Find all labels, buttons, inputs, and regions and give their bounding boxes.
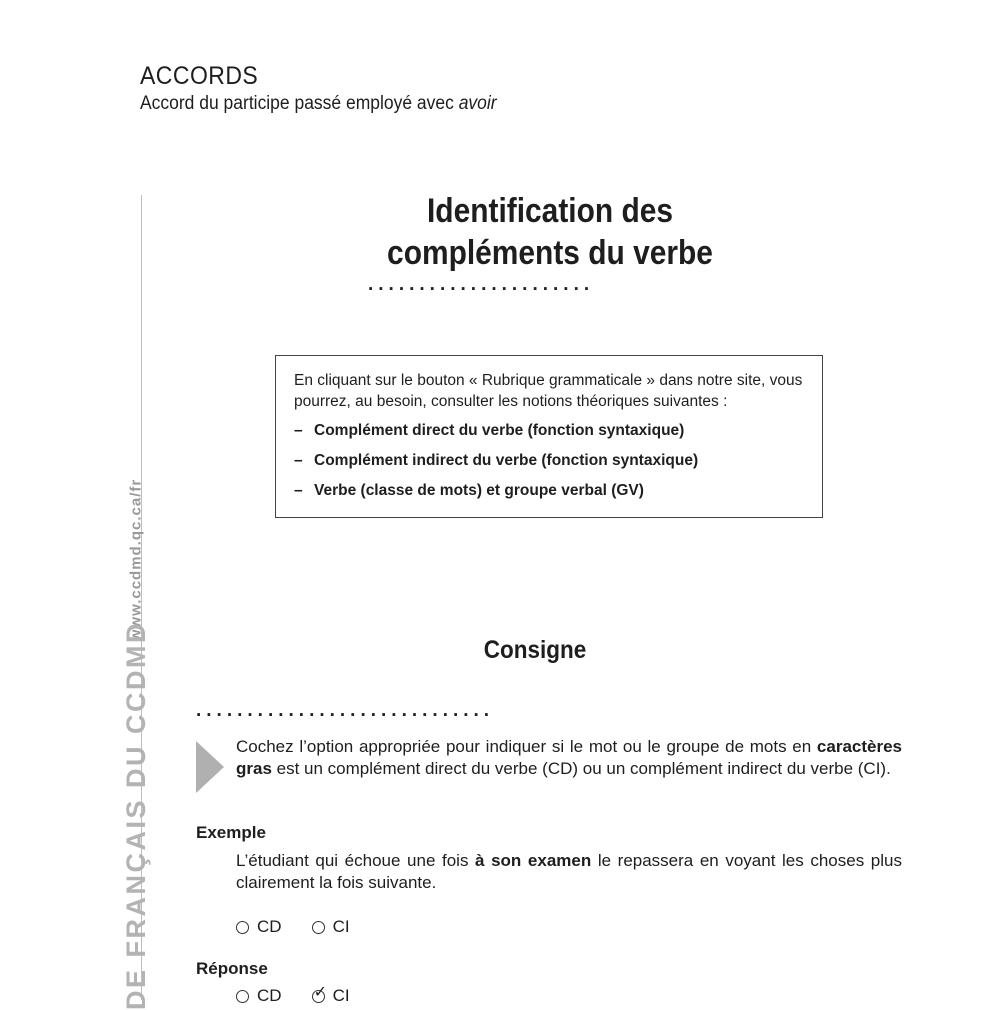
page-title [330,190,770,274]
subtitle-text: Accord du participe passé employé avec [140,93,459,114]
checked-radio-icon[interactable] [312,990,325,1003]
consigne-dotted-rule: ............................. [196,700,495,721]
example-bold: à son examen [475,851,592,870]
arrow-icon [196,741,224,793]
info-intro: En cliquant sur le bouton « Rubrique grammaticale » dans notre site, vous pourrez, au besoin, consulter les notions théoriques suivantes : [294,372,803,410]
reponse-options [236,986,350,1006]
option-label: CI [332,917,350,936]
example-label: Exemple [196,823,266,842]
consigne-heading: Consigne [483,636,587,664]
notion-item: – Complément direct du verbe (fonction syntaxique) [294,422,685,439]
notion-item: – Verbe (classe de mots) et groupe verbal (GV) [294,482,644,499]
notions-list [294,416,804,506]
example-sentence [236,850,902,894]
option-label: CD [257,917,282,936]
notion-label: Verbe (classe de mots) et groupe verbal (GV) [314,482,644,499]
option-label: CD [257,986,282,1005]
sidebar-banner: DE FRANÇAIS DU CCDMD [121,621,151,1010]
radio-icon[interactable] [236,990,249,1003]
reponse-option-cd[interactable] [236,986,282,1006]
instruction-part: est un complément direct du verbe (CD) ou un complément indirect du verbe (CI). [271,759,891,778]
option-cd[interactable] [236,917,282,937]
notion-label: Complément indirect du verbe (fonction syntaxique) [314,452,699,469]
reponse-option-ci[interactable] [312,986,350,1006]
subtitle-italic: avoir [458,93,497,114]
title-line-2: compléments du verbe [387,234,713,272]
instruction-bold: caractères gras [236,737,902,778]
example-part: L’étudiant qui échoue une fois [236,851,476,870]
section-title: ACCORDS [140,62,259,90]
radio-icon[interactable] [236,921,249,934]
example-part: le repassera en voyant les choses plus clairement la fois suivante. [236,851,902,892]
example-options [236,917,350,937]
radio-icon[interactable] [312,921,325,934]
notion-item: – Complément indirect du verbe (fonction syntaxique) [294,452,699,469]
instruction-part: Cochez l’option appropriée pour indiquer si le mot ou le groupe de mots en [236,737,817,756]
reponse-label: Réponse [196,959,268,978]
section-subtitle [140,93,497,115]
option-ci[interactable] [312,917,350,937]
sidebar-url: www.ccdmd.qc.ca/fr [127,478,145,642]
title-line-1: Identification des [426,192,674,230]
notion-label: Complément direct du verbe (fonction syntaxique) [314,422,685,439]
info-box [275,355,823,518]
title-dotted-rule: ...................... [368,274,595,295]
option-label: CI [332,986,350,1005]
instruction-text [236,736,902,780]
